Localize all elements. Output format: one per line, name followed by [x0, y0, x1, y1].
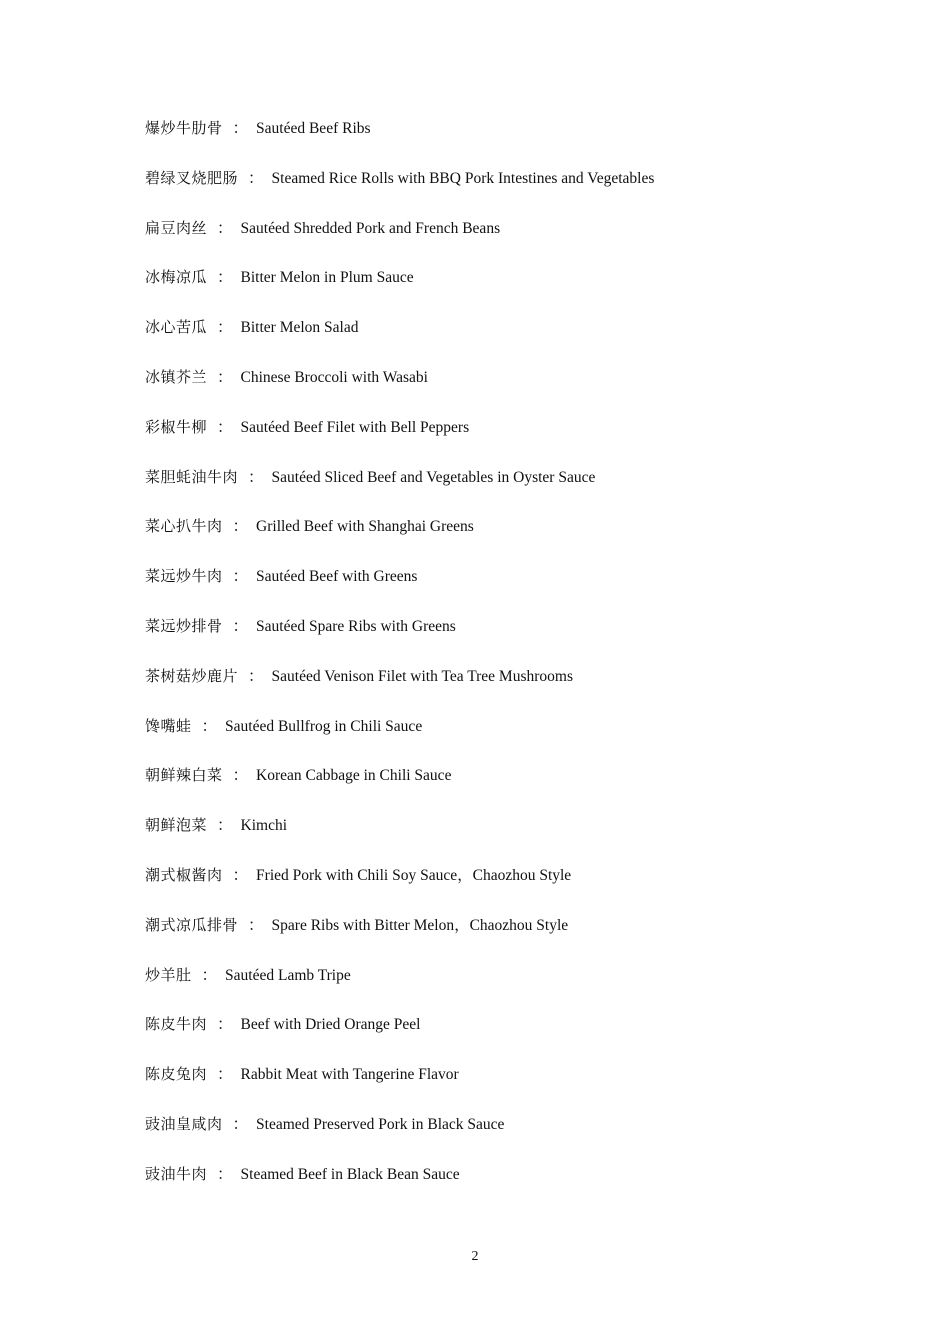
chinese-dish-name: 炒羊肚 — [145, 965, 192, 984]
english-dish-name: Beef with Dried Orange Peel — [240, 1016, 421, 1034]
chinese-dish-name: 菜心扒牛肉 — [145, 517, 223, 536]
separator: ： — [217, 269, 233, 287]
chinese-dish-name: 馋嘴蛙 — [145, 716, 192, 735]
list-item — [145, 564, 885, 614]
chinese-dish-name: 豉油皇咸肉 — [145, 1114, 223, 1133]
chinese-dish-name: 菜远炒牛肉 — [145, 567, 223, 586]
english-dish-name: Sautéed Beef Ribs — [256, 120, 371, 137]
separator: ： — [217, 418, 233, 436]
separator: ： — [232, 617, 249, 635]
chinese-dish-name: 潮式凉瓜排骨 — [145, 915, 239, 934]
menu-translation-list — [145, 116, 885, 1212]
separator: ： — [232, 120, 249, 137]
separator: ： — [217, 817, 233, 835]
separator: ： — [232, 568, 249, 586]
chinese-dish-name: 爆炒牛肋骨 — [145, 119, 223, 137]
english-dish-name: Steamed Beef in Black Bean Sauce — [240, 1165, 460, 1183]
english-dish-name: Sautéed Beef Filet with Bell Peppers — [240, 418, 470, 436]
list-item — [145, 1062, 885, 1112]
chinese-dish-name: 陈皮兔肉 — [145, 1065, 208, 1084]
english-dish-name: Steamed Preserved Pork in Black Sauce — [256, 1115, 505, 1133]
english-dish-name: Bitter Melon in Plum Sauce — [240, 269, 414, 287]
chinese-dish-name: 朝鲜辣白菜 — [145, 766, 223, 785]
list-item — [145, 763, 885, 813]
separator: ： — [232, 1115, 249, 1133]
chinese-dish-name: 彩椒牛柳 — [145, 417, 208, 436]
list-item — [145, 963, 885, 1013]
list-item — [145, 1112, 885, 1162]
list-item — [145, 1162, 885, 1212]
chinese-dish-name: 碧绿叉烧肥肠 — [145, 168, 239, 187]
page-number: 2 — [471, 1249, 479, 1264]
separator: ： — [232, 518, 249, 536]
list-item — [145, 415, 885, 465]
list-item — [145, 664, 885, 714]
english-dish-name: Sautéed Venison Filet with Tea Tree Mushrooms — [271, 667, 573, 685]
separator: ： — [201, 717, 218, 735]
english-dish-name: Sautéed Lamb Tripe — [225, 966, 351, 984]
list-item — [145, 216, 885, 266]
chinese-dish-name: 豉油牛肉 — [145, 1164, 208, 1183]
separator: ： — [217, 1066, 233, 1084]
chinese-dish-name: 冰梅凉瓜 — [145, 268, 208, 287]
english-dish-name: Korean Cabbage in Chili Sauce — [256, 767, 452, 785]
chinese-dish-name: 菜胆蚝油牛肉 — [145, 467, 239, 486]
separator: ： — [217, 1165, 233, 1183]
list-item — [145, 913, 885, 963]
separator: ： — [232, 866, 249, 884]
separator: ： — [248, 169, 264, 187]
list-item — [145, 614, 885, 664]
chinese-dish-name: 朝鲜泡菜 — [145, 816, 208, 835]
chinese-dish-name: 冰镇芥兰 — [145, 367, 208, 386]
english-dish-name: Fried Pork with Chili Soy Sauce，Chaozhou Style — [256, 866, 572, 884]
chinese-dish-name: 茶树菇炒鹿片 — [145, 666, 239, 685]
chinese-dish-name: 扁豆肉丝 — [145, 218, 208, 237]
chinese-dish-name: 陈皮牛肉 — [145, 1015, 208, 1034]
english-dish-name: Chinese Broccoli with Wasabi — [240, 368, 428, 386]
chinese-dish-name: 潮式椒酱肉 — [145, 865, 223, 884]
separator: ： — [232, 767, 249, 785]
list-item — [145, 514, 885, 564]
english-dish-name: Kimchi — [240, 817, 288, 835]
list-item — [145, 465, 885, 515]
chinese-dish-name: 冰心苦瓜 — [145, 318, 208, 337]
english-dish-name: Sautéed Spare Ribs with Greens — [256, 617, 456, 635]
list-item — [145, 863, 885, 913]
list-item — [145, 265, 885, 315]
list-item — [145, 116, 885, 166]
english-dish-name: Bitter Melon Salad — [240, 319, 359, 337]
separator: ： — [217, 319, 233, 337]
english-dish-name: Grilled Beef with Shanghai Greens — [256, 518, 474, 536]
english-dish-name: Sautéed Shredded Pork and French Beans — [240, 219, 501, 237]
list-item — [145, 714, 885, 764]
list-item — [145, 166, 885, 216]
english-dish-name: Sautéed Sliced Beef and Vegetables in Oyster Sauce — [271, 468, 596, 486]
separator: ： — [248, 667, 264, 685]
separator: ： — [217, 1016, 233, 1034]
separator: ： — [248, 916, 264, 934]
separator: ： — [248, 468, 264, 486]
list-item — [145, 365, 885, 415]
english-dish-name: Sautéed Bullfrog in Chili Sauce — [225, 717, 423, 735]
list-item — [145, 1012, 885, 1062]
list-item — [145, 813, 885, 863]
separator: ： — [217, 219, 233, 237]
chinese-dish-name: 菜远炒排骨 — [145, 616, 223, 635]
english-dish-name: Rabbit Meat with Tangerine Flavor — [240, 1066, 459, 1084]
english-dish-name: Spare Ribs with Bitter Melon，Chaozhou Style — [271, 916, 569, 934]
separator: ： — [201, 966, 218, 984]
english-dish-name: Sautéed Beef with Greens — [256, 568, 418, 586]
english-dish-name: Steamed Rice Rolls with BBQ Pork Intestines and Vegetables — [271, 169, 655, 187]
separator: ： — [217, 368, 233, 386]
list-item — [145, 315, 885, 365]
